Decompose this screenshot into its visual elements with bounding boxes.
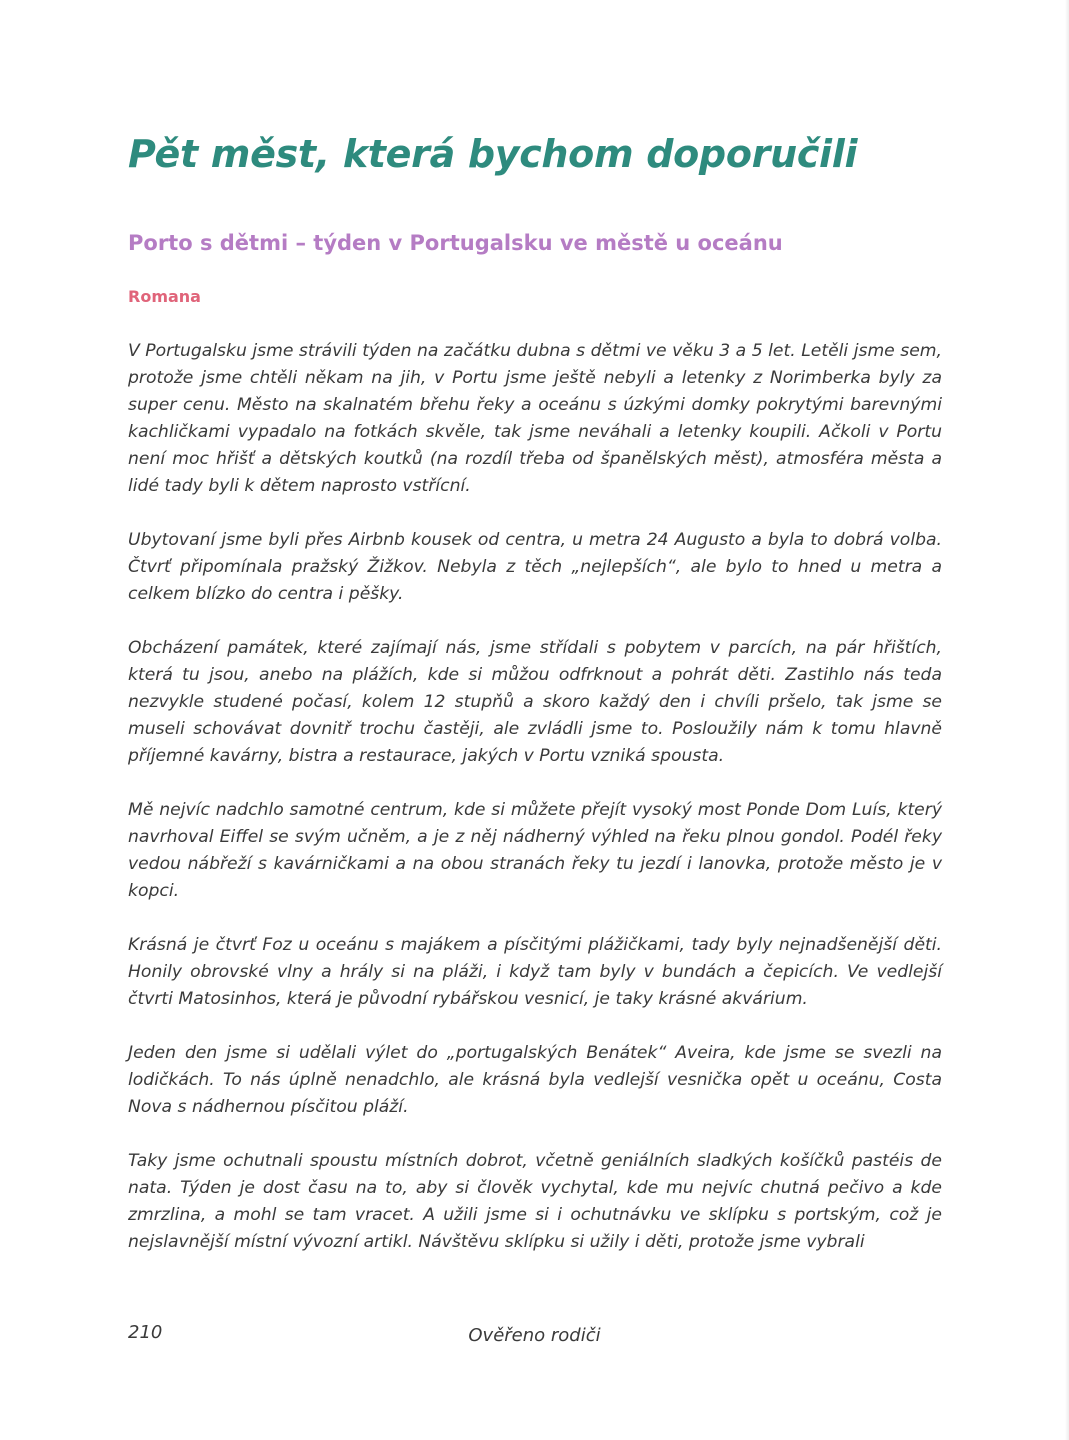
paragraph: Jeden den jsme si udělali výlet do „portugalských Benátek“ Aveira, kde jsme se svezli na lodičkách. To nás úplně nenadchlo, ale krásná byla vedlejší vesnička opět u oceánu, Costa Nova s nádhernou písčitou pláží. — [128, 1043, 942, 1117]
article-body — [128, 338, 942, 1256]
paragraph: V Portugalsku jsme strávili týden na začátku dubna s dětmi ve věku 3 a 5 let. Letěli jsme sem, protože jsme chtěli někam na jih, v Portu jsme ještě nebyli a letenky z Norimberka byly za super cenu. Město na skalnatém břehu řeky a oceánu s úzkými domky pokrytými barevnými kachličkami vypadalo na fotkách skvěle, tak jsme neváhali a letenky koupili. Ačkoli v Portu není moc hřišť a dětských koutků (na rozdíl třeba od španělských měst), atmosféra města a lidé tady byli k dětem naprosto vstřícní. — [128, 341, 942, 496]
paragraph: Mě nejvíc nadchlo samotné centrum, kde si můžete přejít vysoký most Ponde Dom Luís, který navrhoval Eiffel se svým učněm, a je z něj nádherný výhled na řeku plnou gondol. Podél řeky vedou nábřeží s kavárničkami a na obou stranách řeky tu jezdí i lanovka, protože město je v kopci. — [128, 800, 942, 901]
page-edge-shadow — [1065, 0, 1069, 1440]
paragraph: Krásná je čtvrť Foz u oceánu s majákem a písčitými plážičkami, tady byly nejnadšenější děti. Honily obrovské vlny a hrály si na pláži, i když tam byly v bundách a čepicích. Ve vedlejší čtvrti Matosinhos, která je původní rybářskou vesnicí, je taky krásné akvárium. — [128, 935, 942, 1009]
paragraph: Taky jsme ochutnali spoustu místních dobrot, včetně geniálních sladkých košíčků pastéis de nata. Týden je dost času na to, aby si člověk vychytal, kde mu nejvíc chutná pečivo a kde zmrzlina, a mohl se tam vracet. A užili jsme si i ochutnávku ve sklípku s portským, což je nejslavnější místní vývozní artikl. Návštěvu sklípku si užily i děti, protože jsme vybrali — [128, 1151, 942, 1252]
paragraph: Obcházení památek, které zajímají nás, jsme střídali s pobytem v parcích, na pár hřištích, která tu jsou, anebo na plážích, kde si můžou odfrknout a pohrát děti. Zastihlo nás teda nezvykle studené počasí, kolem 12 stupňů a skoro každý den i chvíli pršelo, tak jsme se museli schovávat dovnitř trochu častěji, ale zvládli jsme to. Posloužily nám k tomu hlavně příjemné kavárny, bistra a restaurace, jakých v Portu vzniká spousta. — [128, 638, 942, 766]
running-footer-title: Ověřeno rodiči — [468, 1325, 601, 1346]
page-number: 210 — [128, 1322, 163, 1343]
section-title: Porto s dětmi – týden v Portugalsku ve městě u oceánu — [128, 231, 783, 255]
author-name: Romana — [128, 287, 201, 306]
paragraph: Ubytovaní jsme byli přes Airbnb kousek od centra, u metra 24 Augusto a byla to dobrá volba. Čtvrť připomínala pražský Žižkov. Nebyla z těch „nejlepších“, ale bylo to hned u metra a celkem blízko do centra i pěšky. — [128, 530, 942, 604]
chapter-title: Pět měst, která bychom doporučili — [128, 132, 858, 176]
